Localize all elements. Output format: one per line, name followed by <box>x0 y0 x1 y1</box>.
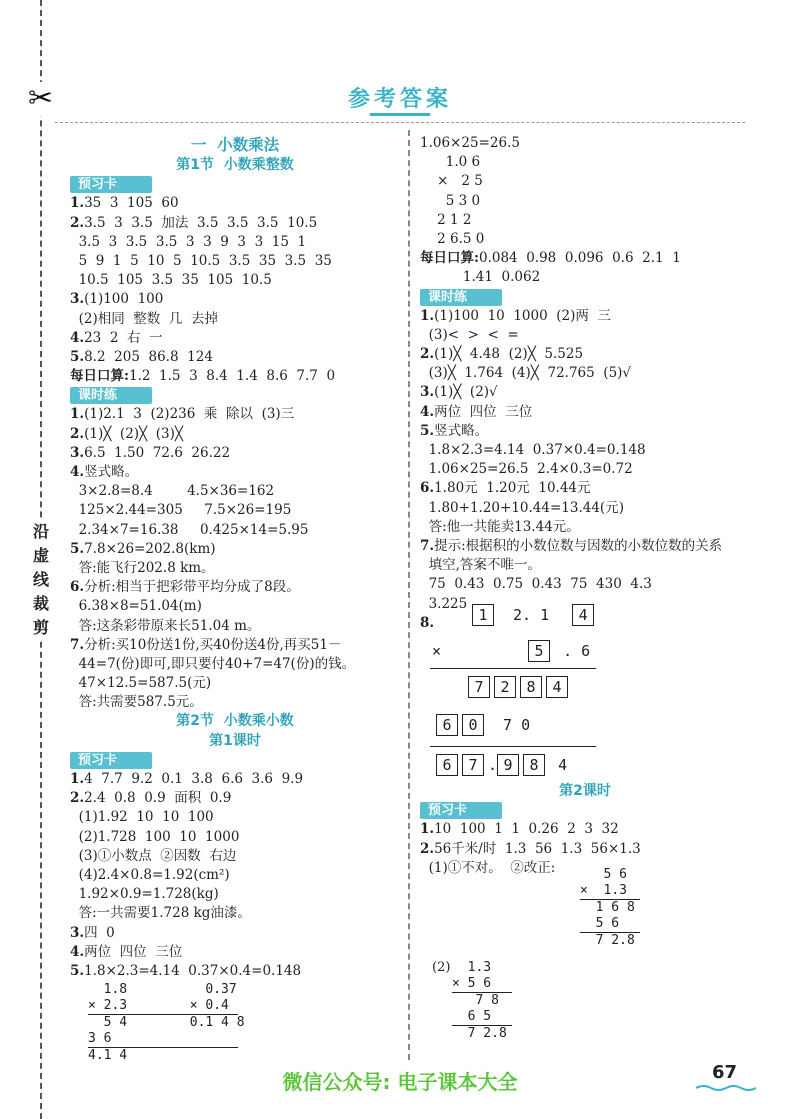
answer-line <box>420 230 750 249</box>
line-text: 两位 四位 三位 <box>84 943 183 960</box>
daily-calc-label: 每日口算: <box>70 368 129 385</box>
column-divider <box>408 130 410 1060</box>
calc-row: 5 6 <box>580 867 627 882</box>
answer-line <box>70 290 400 309</box>
line-text: 7.8×26=202.8(km) <box>84 540 216 557</box>
line-text: 8.2 205 86.8 124 <box>84 348 213 365</box>
answer-line <box>70 578 400 597</box>
answer-line <box>70 310 400 329</box>
line-text: 75 0.43 0.75 0.43 75 430 4.3 <box>420 576 652 593</box>
question-number: 4. <box>70 329 85 346</box>
line-text: 6.5 1.50 72.6 26.22 <box>84 444 231 461</box>
answer-line <box>70 597 400 616</box>
answer-line <box>70 770 400 789</box>
section-badge <box>70 751 400 770</box>
question-number: 3. <box>70 444 85 461</box>
answer-line <box>70 367 400 386</box>
puzzle-text: 7 0 <box>503 716 531 734</box>
line-text: 1.06×25=26.5 <box>420 135 520 151</box>
line-text: 3.5 3 3.5 加法 3.5 3.5 3.5 10.5 <box>84 214 318 231</box>
cut-instruction <box>28 520 54 640</box>
line-text: 答:他一共能卖13.44元。 <box>420 518 580 535</box>
puzzle-dot: . <box>488 756 498 774</box>
answer-line <box>70 693 400 712</box>
puzzle-box: 7 <box>468 676 490 698</box>
badge-label: 课时练 <box>420 289 502 306</box>
question-number: 1. <box>70 195 85 212</box>
left-column <box>70 136 400 981</box>
answer-line <box>420 422 750 441</box>
section-badge <box>420 801 750 820</box>
question-number: 6. <box>420 480 435 497</box>
calc-row: × 5 6 <box>452 976 512 993</box>
answer-line <box>70 789 400 808</box>
calc-row: 7 2.8 <box>580 933 635 948</box>
digit-puzzle <box>430 600 610 790</box>
line-text: 分析:买10份送1份,买40份送4份,再买51－ <box>84 636 342 653</box>
puzzle-box: 2 <box>494 676 516 698</box>
question-number: 8. <box>420 614 435 631</box>
calculation-b <box>452 960 512 1042</box>
answer-line <box>70 194 400 213</box>
answer-line <box>70 808 400 827</box>
answer-line <box>70 962 400 981</box>
answer-line <box>420 518 750 537</box>
line-text: (3)< > < = <box>420 326 519 343</box>
answer-line <box>70 885 400 904</box>
answer-line <box>420 153 750 172</box>
answer-line <box>420 575 750 594</box>
line-text: 第2节 小数乘小数 <box>176 713 294 730</box>
calc-row: × 2.3 × 0.4 <box>88 998 238 1015</box>
line-text: 第2课时 <box>559 783 611 799</box>
cut-instruction-char: 线 <box>32 570 49 589</box>
cut-instruction-char: 虚 <box>32 546 49 565</box>
line-text: 3.5 3 3.5 3.5 3 3 9 3 3 15 1 <box>70 233 307 250</box>
question-number: 5. <box>70 348 85 365</box>
line-text: 10.5 105 3.5 35 105 10.5 <box>70 272 272 289</box>
question-number: 1. <box>420 821 435 838</box>
left-calculation <box>88 982 245 1064</box>
puzzle-box: 8 <box>523 754 545 776</box>
question-number: 5. <box>70 962 85 979</box>
question-number: 3. <box>420 384 435 401</box>
calc-row: 4.1 4 <box>88 1048 128 1063</box>
question-number: 4. <box>420 403 435 420</box>
line-text: 56千米/时 1.3 56 1.3 56×1.3 <box>434 840 641 857</box>
page-number: 67 <box>712 1062 738 1083</box>
multiply-sign: × <box>432 642 442 660</box>
calc-row: 7 2.8 <box>452 1026 507 1041</box>
section-badge <box>70 386 400 405</box>
calculation-a <box>580 867 640 949</box>
question-number: 2. <box>70 425 85 442</box>
wave-icon <box>696 1084 756 1092</box>
answer-line <box>420 307 750 326</box>
puzzle-box: 4 <box>546 676 568 698</box>
line-text: (3)╳ 1.764 (4)╳ 72.765 (5)√ <box>420 365 632 382</box>
answer-line <box>420 326 750 345</box>
line-text: 4 7.7 9.2 0.1 3.8 6.6 3.6 9.9 <box>84 771 304 787</box>
question-number: 1. <box>70 771 85 787</box>
line-text: (3)①小数点 ②因数 右边 <box>70 847 237 864</box>
line-text: 1.41 0.062 <box>420 269 541 286</box>
answer-line <box>70 655 400 674</box>
question-number: 7. <box>70 636 85 653</box>
answer-line <box>70 866 400 885</box>
puzzle-box: 6 <box>436 754 458 776</box>
section-heading <box>70 732 400 751</box>
question-number: 3. <box>70 291 85 308</box>
calc-row: 1.3 <box>452 960 492 975</box>
answer-line <box>70 271 400 290</box>
line-text: 35 3 105 60 <box>84 195 179 212</box>
calc-row: × 1.3 <box>580 883 640 900</box>
answer-line <box>420 479 750 498</box>
answer-line <box>70 233 400 252</box>
line-text: 44=7(份)即可,即只要付40+7=47(份)的钱。 <box>70 655 356 672</box>
question-number: 2. <box>70 790 85 807</box>
badge-label: 课时练 <box>70 387 152 404</box>
answer-line <box>420 249 750 268</box>
line-text: 2.4 0.8 0.9 面积 0.9 <box>84 790 232 807</box>
right-lower-section <box>420 782 750 878</box>
answer-line <box>420 460 750 479</box>
line-text: × 2 5 <box>420 173 483 190</box>
puzzle-box: 1 <box>472 604 494 626</box>
question-number: 2. <box>420 840 435 857</box>
answer-line <box>70 405 400 424</box>
answer-line <box>70 674 400 693</box>
line-text: 竖式略。 <box>434 422 489 439</box>
line-text: 填空,答案不唯一。 <box>420 557 541 574</box>
line-text: (1)100 100 <box>84 291 164 308</box>
section-heading <box>70 156 400 175</box>
cut-instruction-char: 剪 <box>32 618 49 637</box>
line-text: 2 1 2 <box>420 211 472 228</box>
line-text: 第1节 小数乘整数 <box>176 157 294 173</box>
puzzle-box: 6 <box>436 714 458 736</box>
line-text: 答:共需要587.5元。 <box>70 694 203 711</box>
line-text: 1.2 1.5 3 8.4 1.4 8.6 7.7 0 <box>128 368 336 385</box>
calc-row: 7 8 <box>452 993 499 1008</box>
line-text: 23 2 右 一 <box>84 329 163 346</box>
answer-line <box>420 537 750 556</box>
puzzle-line <box>430 746 596 747</box>
calc-row: 3 6 <box>88 1031 238 1048</box>
cut-instruction-char: 裁 <box>32 594 49 613</box>
question-number: 7. <box>420 537 435 554</box>
page-title: 参考答案 <box>347 87 452 112</box>
answer-line <box>420 556 750 575</box>
puzzle-text: . 6 <box>563 642 591 660</box>
answer-line <box>70 329 400 348</box>
line-text: 3×2.8=8.4 4.5×36=162 <box>70 483 275 500</box>
answer-line <box>420 172 750 191</box>
section-badge <box>70 175 400 194</box>
question-number: 4. <box>70 943 85 960</box>
answer-line <box>70 540 400 559</box>
question-number: 4. <box>70 464 85 480</box>
section-heading <box>70 136 400 156</box>
question-number: 6. <box>70 579 85 596</box>
puzzle-box: 7 <box>462 754 484 776</box>
badge-label: 预习卡 <box>70 176 152 193</box>
line-text: 一 小数乘法 <box>190 136 280 154</box>
right-column <box>420 134 750 633</box>
section-heading <box>70 712 400 731</box>
answer-line <box>70 521 400 540</box>
answer-line <box>420 192 750 211</box>
line-text: 125×2.44=305 7.5×26=195 <box>70 502 292 519</box>
answer-line <box>420 820 750 839</box>
line-text: 四 0 <box>84 924 115 941</box>
answer-line <box>420 345 750 364</box>
line-text: 竖式略。 <box>84 464 139 480</box>
question-number: 2. <box>420 346 435 363</box>
daily-calc-label: 每日口算: <box>420 250 479 267</box>
answer-line <box>420 211 750 230</box>
line-text: 47×12.5=587.5(元) <box>70 675 212 692</box>
line-text: 10 100 1 1 0.26 2 3 32 <box>434 821 619 838</box>
answer-line <box>70 252 400 271</box>
line-text: (1)100 10 1000 (2)两 三 <box>434 307 611 324</box>
line-text: 两位 四位 三位 <box>434 403 533 420</box>
line-text: (1)╳ (2)╳ (3)╳ <box>84 425 184 442</box>
puzzle-box: 9 <box>497 754 519 776</box>
answer-line <box>70 904 400 923</box>
answer-line <box>70 636 400 655</box>
footer-text: 微信公众号: 电子课本大全 <box>282 1070 518 1094</box>
line-text: (2)1.728 100 10 1000 <box>70 828 240 845</box>
line-text: 答:能飞行202.8 km。 <box>70 559 215 576</box>
calc-row: 1 6 8 <box>580 900 635 915</box>
answer-line <box>420 499 750 518</box>
line-text: 6.38×8=51.04(m) <box>70 598 202 615</box>
line-text: 0.084 0.98 0.096 0.6 2.1 1 <box>478 250 681 267</box>
answer-line <box>70 463 400 482</box>
question-number: 2. <box>70 214 85 231</box>
line-text: (4)2.4×0.8=1.92(cm²) <box>70 866 230 883</box>
answer-line <box>70 501 400 520</box>
badge-label: 预习卡 <box>420 802 502 819</box>
answer-line <box>70 828 400 847</box>
answer-line <box>420 441 750 460</box>
calc-b-label: (2) <box>432 960 451 975</box>
line-text: 提示:根据积的小数位数与因数的小数位数的关系 <box>434 537 723 554</box>
question-number: 3. <box>70 924 85 941</box>
answer-line <box>70 617 400 636</box>
answer-line <box>70 943 400 962</box>
line-text: 1.92×0.9=1.728(kg) <box>70 886 219 903</box>
line-text: 1.80元 1.20元 10.44元 <box>434 480 591 497</box>
answer-line <box>70 482 400 501</box>
section-heading <box>420 782 750 801</box>
line-text: 2 6.5 0 <box>420 230 485 247</box>
line-text: (1)①不对。 ②改正: <box>420 859 556 876</box>
cut-instruction-char: 沿 <box>32 522 49 541</box>
line-text: 5 9 1 5 10 5 10.5 3.5 35 3.5 35 <box>70 252 332 269</box>
line-text: 1.0 6 <box>420 154 481 171</box>
answer-line <box>70 348 400 367</box>
puzzle-box: 8 <box>520 676 542 698</box>
scissors-icon: ✂ <box>28 81 54 116</box>
line-text: 1.80+1.20+10.44=13.44(元) <box>420 499 624 516</box>
question-number: 1. <box>420 307 435 324</box>
line-text: (2)相同 整数 几 去掉 <box>70 310 218 327</box>
line-text: (1)2.1 3 (2)236 乘 除以 (3)三 <box>84 406 295 423</box>
title-underline <box>370 113 430 116</box>
header-divider <box>55 122 745 123</box>
line-text: 答:一共需要1.728 kg油漆。 <box>70 905 251 922</box>
question-number: 5. <box>420 422 435 439</box>
answer-line <box>70 214 400 233</box>
calc-row: 1.8 0.37 <box>88 982 237 997</box>
answer-line <box>70 924 400 943</box>
question-number: 1. <box>70 406 85 423</box>
answer-line <box>420 840 750 859</box>
calc-row: 6 5 <box>452 1009 512 1026</box>
answer-line <box>420 364 750 383</box>
line-text: 1.06×25=26.5 2.4×0.3=0.72 <box>420 461 633 478</box>
puzzle-line <box>430 668 596 669</box>
line-text: 3.225 <box>420 595 468 612</box>
calc-row: 5 6 <box>580 916 640 933</box>
line-text: 1.8×2.3=4.14 0.37×0.4=0.148 <box>420 442 646 458</box>
line-text: 5 3 0 <box>420 192 481 209</box>
puzzle-text: 4 <box>558 756 568 774</box>
question-number: 5. <box>70 540 85 557</box>
answer-line <box>70 444 400 463</box>
line-text: 1.8×2.3=4.14 0.37×0.4=0.148 <box>84 962 302 979</box>
puzzle-text: 2. 1 <box>513 606 550 624</box>
answer-line <box>70 847 400 866</box>
badge-label: 预习卡 <box>70 752 152 769</box>
puzzle-box: 0 <box>462 714 484 736</box>
answer-line <box>420 383 750 402</box>
line-text: 第1课时 <box>209 732 261 749</box>
puzzle-box: 5 <box>528 640 550 662</box>
section-badge <box>420 288 750 307</box>
answer-line <box>70 425 400 444</box>
calc-row: 5 4 0.1 4 8 <box>88 1015 245 1030</box>
line-text: (1)╳ (2)√ <box>434 384 498 401</box>
line-text: (1)1.92 10 10 100 <box>70 809 214 826</box>
line-text: 2.34×7=16.38 0.425×14=5.95 <box>70 521 309 538</box>
line-text: 答:这条彩带原来长51.04 m。 <box>70 617 261 634</box>
line-text: (1)╳ 4.48 (2)╳ 5.525 <box>434 346 584 363</box>
answer-line <box>420 134 750 153</box>
answer-line <box>420 268 750 287</box>
line-text: 分析:相当于把彩带平均分成了8段。 <box>84 579 300 596</box>
answer-line <box>70 559 400 578</box>
puzzle-box: 4 <box>572 604 594 626</box>
answer-line <box>420 403 750 422</box>
